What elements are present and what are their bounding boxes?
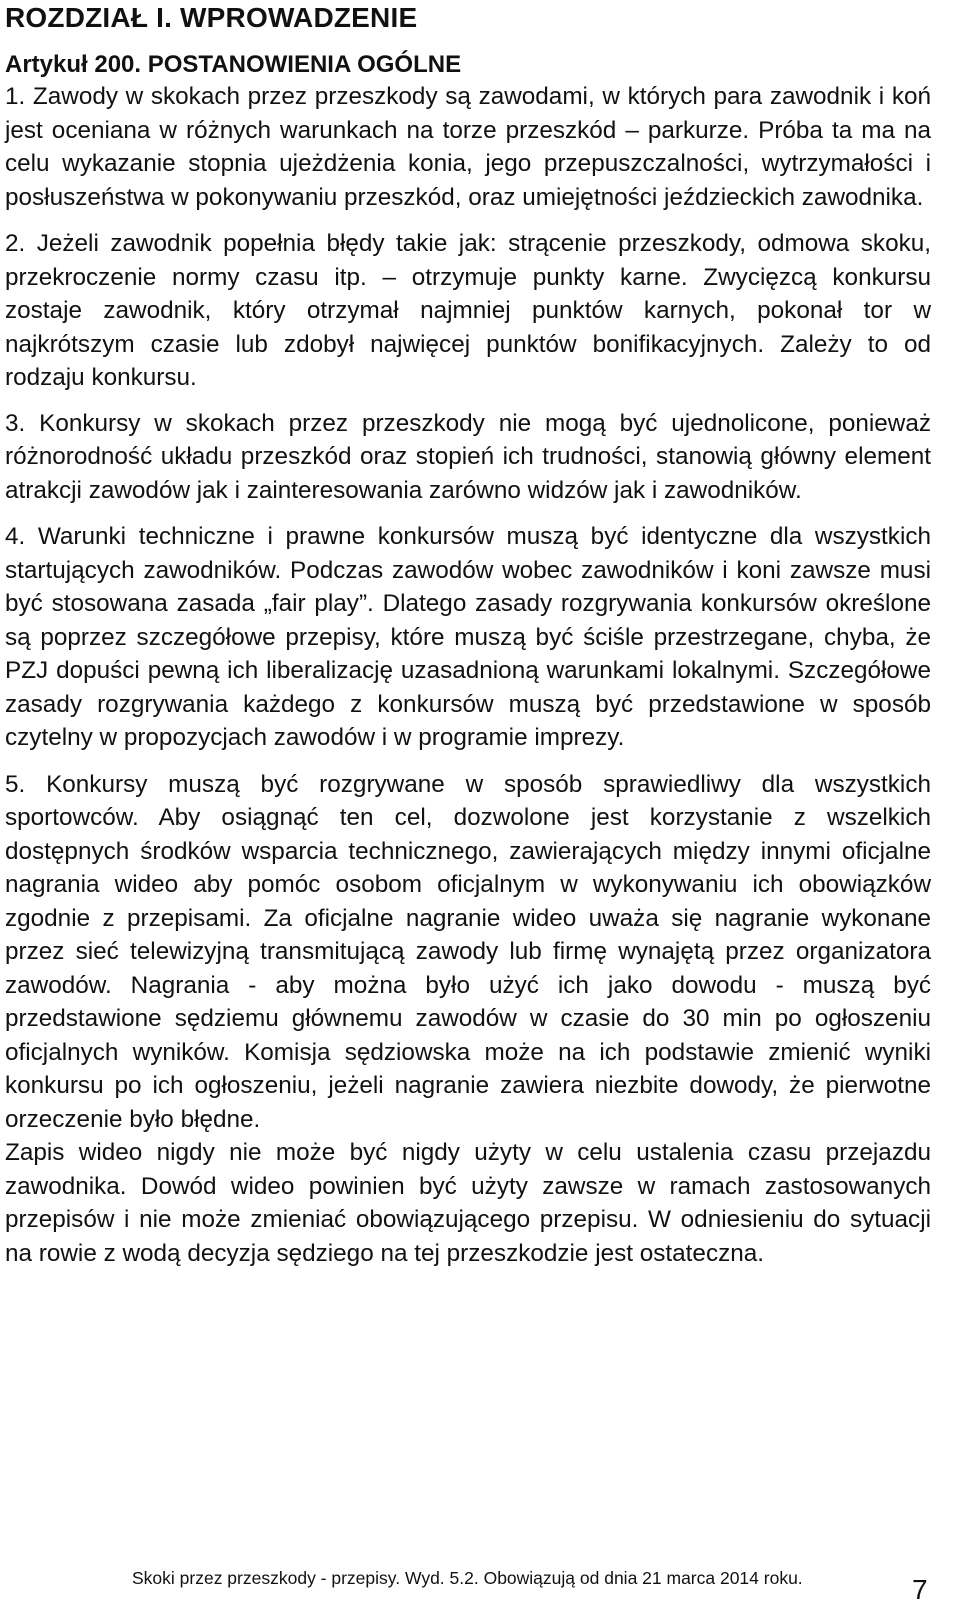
paragraph-1: 1. Zawody w skokach przez przeszkody są zawodami, w których para zawodnik i koń jest oceniana w różnych warunkach na torze przeszkód – parkurze. Próba ta ma na celu wykazanie stopnia ujeżdżenia konia, jego przepuszczalności, wytrzymałości i posłuszeństwa w pokonywaniu przeszkód, oraz umiejętności jeździeckich zawodnika. xyxy=(5,83,931,211)
paragraph-5: 5. Konkursy muszą być rozgrywane w sposób sprawiedliwy dla wszystkich sportowców. Aby osiągnąć ten cel, dozwolone jest korzystanie z wszelkich dostępnych środków wsparcia technicznego, zawierających między innymi oficjalne nagrania wideo aby pomóc osobom oficjalnym w wykonywaniu ich obowiązków zgodnie z przepisami. Za oficjalne nagranie wideo uważa się nagranie wykonane przez sieć telewizyjną transmitującą zawody lub firmę wynajętą przez organizatora zawodów. Nagrania - aby można było użyć ich jako dowodu - muszą być przedstawione sędziemu głównemu zawodów w czasie do 30 min po ogłoszeniu oficjalnych wyników. Komisja sędziowska może na ich podstawie zmienić wyniki konkursu po ich ogłoszeniu, jeżeli nagranie zawiera niezbite dowody, że pierwotne orzeczenie było błędne. xyxy=(5,770,931,1133)
paragraph-3: 3. Konkursy w skokach przez przeszkody nie mogą być ujednolicone, ponieważ różnorodność układu przeszkód oraz stopień ich trudności, stanowią główny element atrakcji zawodów jak i zainteresowania zarówno widzów jak i zawodników. xyxy=(5,409,931,504)
article-title: Artykuł 200. POSTANOWIENIA OGÓLNE xyxy=(5,51,462,78)
paragraph-2: 2. Jeżeli zawodnik popełnia błędy takie jak: strącenie przeszkody, odmowa skoku, przekroczenie normy czasu itp. – otrzymuje punkty karne. Zwycięzcą konkursu zostaje zawodnik, który otrzymał najmniej punktów karnych, pokonał tor w najkrótszym czasie lub zdobył najwięcej punktów bonifikacyjnych. Zależy to od rodzaju konkursu. xyxy=(5,230,931,391)
paragraph-4: 4. Warunki techniczne i prawne konkursów muszą być identyczne dla wszystkich startujących zawodników. Podczas zawodów wobec zawodników i koni zawsze musi być stosowana zasada „fair play”. Dlatego zasady rozgrywania konkursów określone są poprzez szczegółowe przepisy, które muszą być ściśle przestrzegane, chyba, że PZJ dopuści pewną ich liberalizację uzasadnioną warunkami lokalnymi. Szczegółowe zasady rozgrywania każdego z konkursów muszą być przedstawione w sposób czytelny w propozycjach zawodów i w programie imprezy. xyxy=(5,523,931,751)
paragraph-5-continuation: Zapis wideo nigdy nie może być nigdy użyty w celu ustalenia czasu przejazdu zawodnika. Dowód wideo powinien być użyty zawsze w ramach zastosowanych przepisów i nie może zmieniać obowiązującego przepisu. W odniesieniu do sytuacji na rowie z wodą decyzja sędziego na tej przeszkodzie jest ostateczna. xyxy=(5,1139,931,1267)
page-footer: Skoki przez przeszkody - przepisy. Wyd. 5.2. Obowiązują od dnia 21 marca 2014 roku. xyxy=(132,1568,803,1588)
document-page xyxy=(5,0,931,1270)
chapter-title: ROZDZIAŁ I. WPROWADZENIE xyxy=(5,2,418,33)
page-number: 7 xyxy=(912,1574,928,1605)
